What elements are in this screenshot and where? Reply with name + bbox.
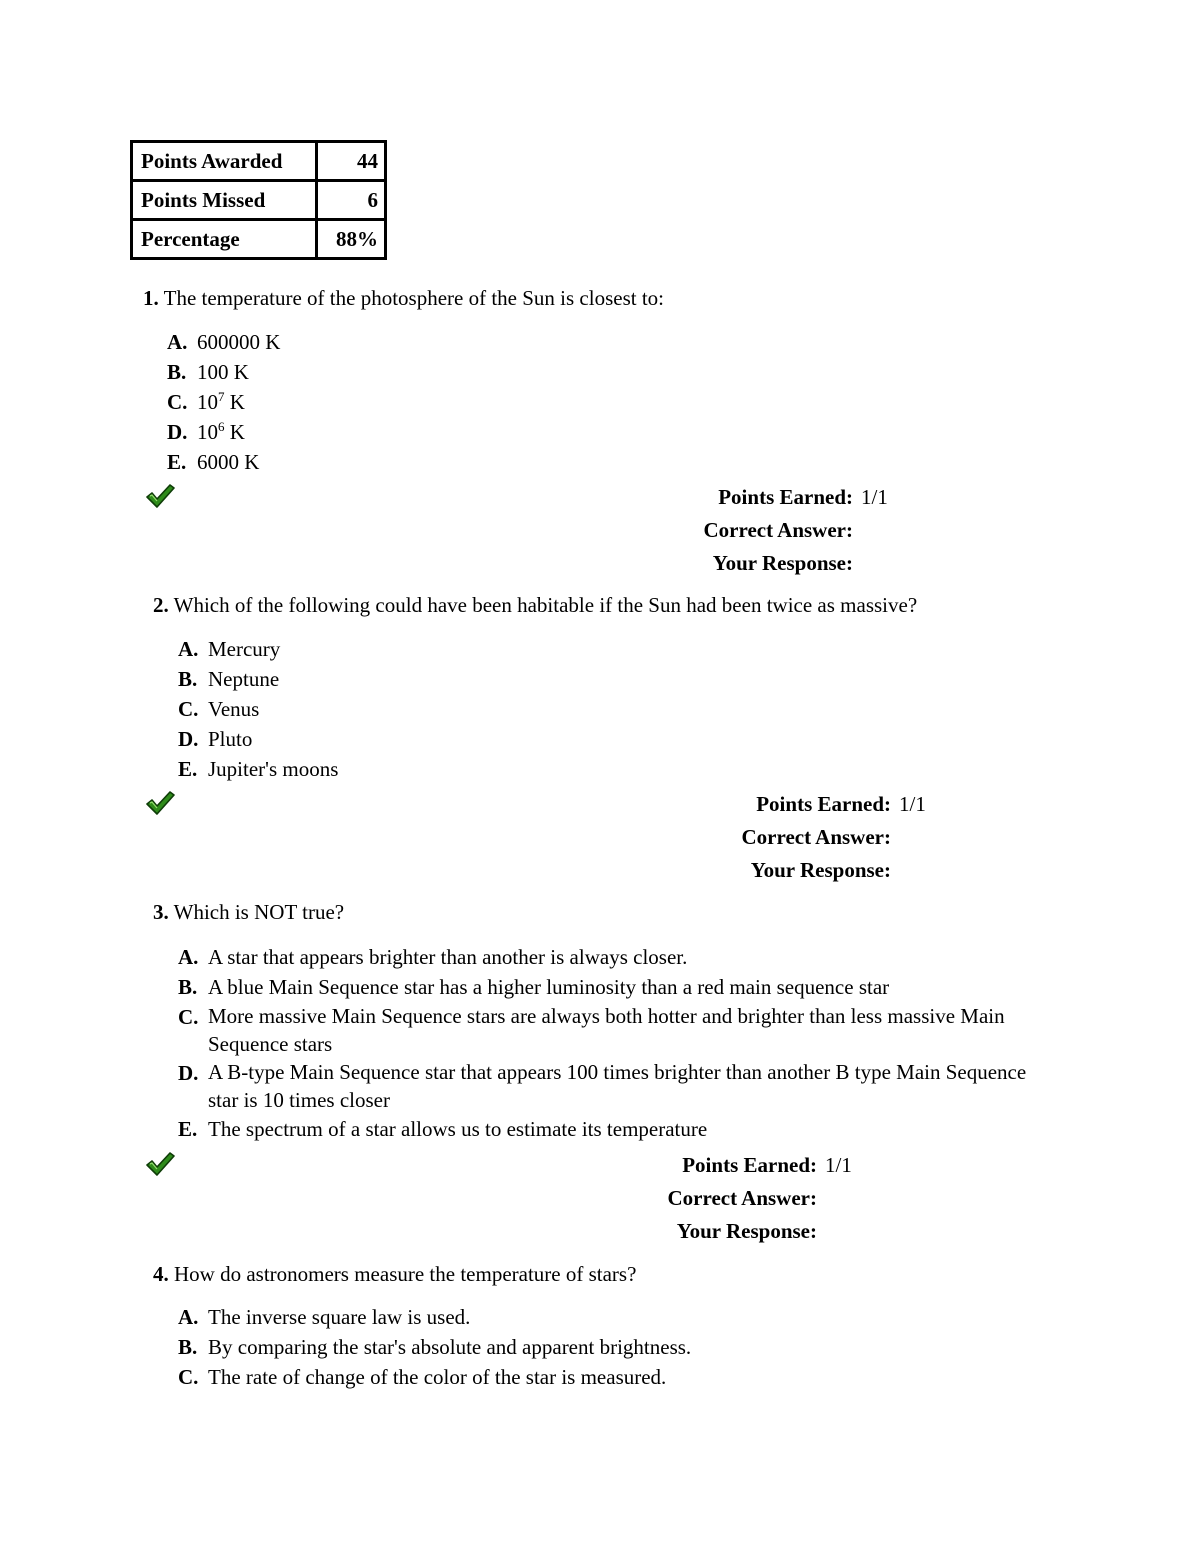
option-e	[167, 447, 867, 477]
option-a	[178, 942, 1058, 972]
score-value: 88%	[317, 220, 386, 259]
question-2-options	[178, 634, 878, 784]
option-text: Jupiter's moons	[208, 757, 339, 781]
option-d	[178, 1058, 1058, 1114]
option-letter: D.	[178, 1061, 199, 1085]
score-table	[130, 140, 387, 260]
question-prompt: How do astronomers measure the temperature of stars?	[174, 1262, 637, 1286]
option-letter: E.	[167, 450, 187, 474]
option-c	[167, 387, 867, 417]
option-unit: K	[224, 390, 245, 414]
option-c	[178, 1362, 1058, 1392]
option-letter: B.	[178, 975, 198, 999]
score-label: Points Awarded	[132, 142, 317, 181]
correct-answer-label: Correct Answer:	[667, 1186, 817, 1210]
option-text: Venus	[208, 697, 260, 721]
points-earned-value: 1/1	[861, 485, 888, 509]
option-b	[178, 664, 878, 694]
question-3-text	[153, 897, 344, 927]
option-text: More massive Main Sequence stars are always both hotter and brighter than less massive Main Sequence stars	[208, 1004, 1005, 1056]
question-prompt: Which is NOT true?	[173, 900, 345, 924]
question-3-summary	[517, 1149, 852, 1248]
option-letter: A.	[178, 945, 199, 969]
option-letter: B.	[178, 667, 198, 691]
option-text: The inverse square law is used.	[208, 1305, 471, 1329]
correct-answer-label: Correct Answer:	[703, 518, 853, 542]
option-letter: C.	[178, 1365, 199, 1389]
green-checkmark-icon	[145, 1151, 175, 1177]
option-text	[197, 417, 867, 447]
option-a	[178, 1302, 1058, 1332]
your-response-row	[553, 547, 888, 580]
option-text: A B-type Main Sequence star that appears 100 times brighter than another B type Main Sequence star is 10 times closer	[208, 1060, 1027, 1112]
score-row-percentage	[132, 220, 386, 259]
option-b	[178, 972, 1058, 1002]
option-c	[178, 1002, 1058, 1058]
option-d	[167, 417, 867, 447]
option-letter: A.	[178, 1305, 199, 1329]
your-response-label: Your Response:	[676, 1219, 817, 1243]
option-text: The rate of change of the color of the star is measured.	[208, 1365, 667, 1389]
question-prompt: Which of the following could have been habitable if the Sun had been twice as massive?	[173, 593, 918, 617]
green-checkmark-icon	[145, 483, 175, 509]
option-letter: A.	[178, 637, 199, 661]
option-exponent: 6	[218, 419, 225, 434]
question-4-text	[153, 1259, 636, 1289]
option-letter: E.	[178, 757, 198, 781]
option-text: Neptune	[208, 667, 280, 691]
question-number: 4.	[153, 1262, 169, 1286]
option-exponent: 7	[218, 389, 225, 404]
correct-answer-label: Correct Answer:	[741, 825, 891, 849]
points-earned-label: Points Earned:	[756, 792, 891, 816]
option-text: The spectrum of a star allows us to estimate its temperature	[208, 1117, 708, 1141]
option-text: 600000 K	[197, 330, 281, 354]
option-a	[167, 327, 867, 357]
option-text: A blue Main Sequence star has a higher luminosity than a red main sequence star	[208, 975, 890, 999]
option-base: 10	[197, 390, 218, 414]
question-4-options	[178, 1302, 1058, 1392]
option-e	[178, 1114, 1058, 1144]
your-response-row	[517, 1215, 852, 1248]
your-response-row	[591, 854, 926, 887]
option-text: A star that appears brighter than another is always closer.	[208, 945, 688, 969]
option-letter: E.	[178, 1117, 198, 1141]
question-prompt: The temperature of the photosphere of the Sun is closest to:	[163, 286, 664, 310]
option-unit: K	[224, 420, 245, 444]
score-label: Points Missed	[132, 181, 317, 220]
option-b	[167, 357, 867, 387]
points-earned-row	[517, 1149, 852, 1182]
option-a	[178, 634, 878, 664]
option-text: By comparing the star's absolute and apparent brightness.	[208, 1335, 692, 1359]
question-number: 2.	[153, 593, 169, 617]
option-letter: C.	[178, 1005, 199, 1029]
correct-answer-row	[517, 1182, 852, 1215]
points-earned-row	[553, 481, 888, 514]
points-earned-label: Points Earned:	[682, 1153, 817, 1177]
option-text: Mercury	[208, 637, 281, 661]
question-2-text	[153, 590, 917, 620]
option-letter: B.	[178, 1335, 198, 1359]
option-text: Pluto	[208, 727, 253, 751]
option-letter: A.	[167, 330, 188, 354]
option-text: 6000 K	[197, 450, 260, 474]
option-e	[178, 754, 878, 784]
option-b	[178, 1332, 1058, 1362]
score-row-awarded	[132, 142, 386, 181]
question-3-options	[178, 942, 1058, 1144]
score-row-missed	[132, 181, 386, 220]
option-letter: D.	[167, 420, 188, 444]
points-earned-label: Points Earned:	[718, 485, 853, 509]
question-number: 3.	[153, 900, 169, 924]
question-number: 1.	[143, 286, 159, 310]
score-value: 6	[317, 181, 386, 220]
your-response-label: Your Response:	[712, 551, 853, 575]
option-text: 100 K	[197, 360, 249, 384]
option-c	[178, 694, 878, 724]
green-checkmark-icon	[145, 790, 175, 816]
your-response-label: Your Response:	[750, 858, 891, 882]
option-letter: D.	[178, 727, 199, 751]
question-1-summary	[553, 481, 888, 580]
correct-answer-row	[591, 821, 926, 854]
option-letter: C.	[167, 390, 188, 414]
option-letter: C.	[178, 697, 199, 721]
option-d	[178, 724, 878, 754]
correct-answer-row	[553, 514, 888, 547]
option-letter: B.	[167, 360, 187, 384]
question-1-options	[167, 327, 867, 477]
score-label: Percentage	[132, 220, 317, 259]
points-earned-row	[591, 788, 926, 821]
score-value: 44	[317, 142, 386, 181]
question-2-summary	[591, 788, 926, 887]
option-base: 10	[197, 420, 218, 444]
option-text	[197, 387, 867, 417]
points-earned-value: 1/1	[899, 792, 926, 816]
points-earned-value: 1/1	[825, 1153, 852, 1177]
question-1-text	[143, 283, 664, 313]
